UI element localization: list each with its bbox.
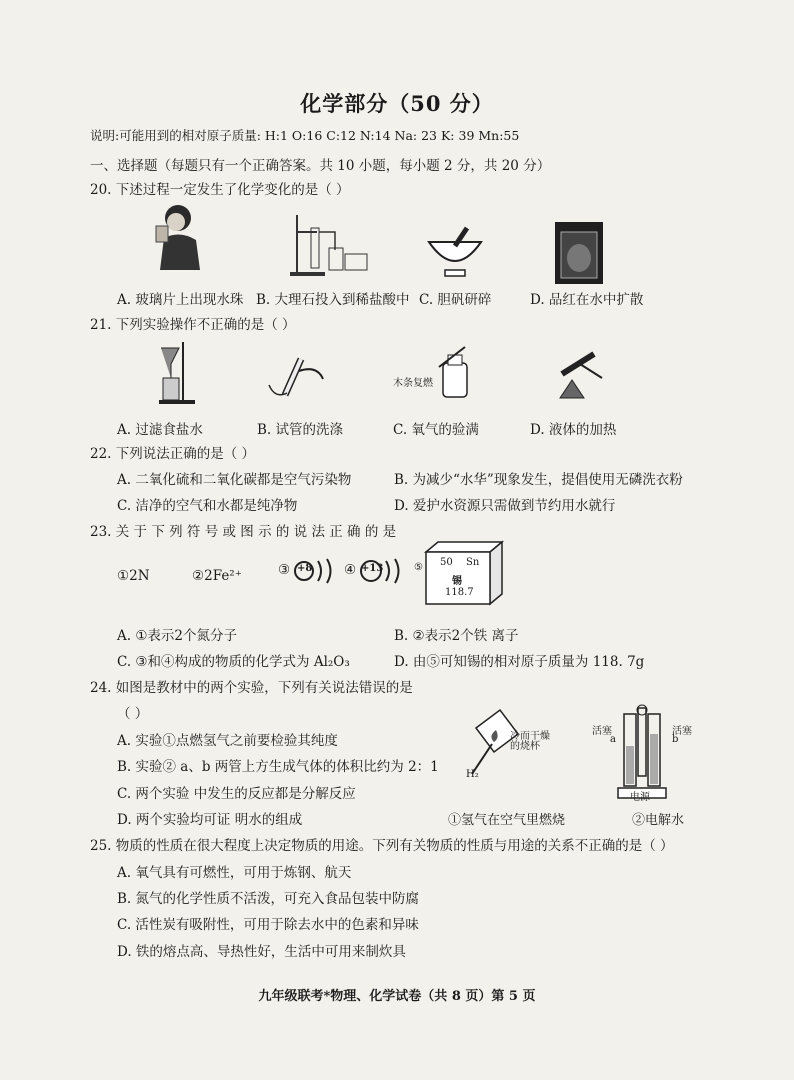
section-heading: 一、选择题（每题只有一个正确答案。共 10 小题，每小题 2 分，共 20 分） bbox=[90, 158, 551, 174]
q24-fig2-power: 电源 bbox=[630, 792, 650, 803]
marble-acid-apparatus-figure bbox=[285, 210, 375, 278]
q23-option-b: B. ②表示2个铁 离子 bbox=[394, 628, 519, 644]
q24-fig1-label: 冷而干燥的烧杯 bbox=[510, 731, 550, 752]
test-tube-washing-figure bbox=[265, 355, 325, 400]
q24-fig2-right-stopcock: 活塞 bbox=[672, 726, 692, 737]
q22-option-b: B. 为减少“水华”现象发生，提倡使用无磷洗衣粉 bbox=[394, 472, 683, 488]
q23-option-a: A. ①表示2个氮分子 bbox=[117, 628, 238, 644]
q22-option-d: D. 爱护水资源只需做到节约用水就行 bbox=[394, 498, 616, 514]
atomic-mass-note: 说明:可能用到的相对原子质量: H:1 O:16 C:12 N:14 Na: 23 K: 39 Mn:55 bbox=[90, 128, 520, 143]
element-number: 50 bbox=[440, 557, 453, 568]
q24-option-d: D. 两个实验均可证 明水的组成 bbox=[117, 812, 303, 828]
element-symbol: Sn bbox=[466, 557, 480, 568]
q23-symbol-5-label: ⑤ bbox=[414, 562, 423, 573]
q21-option-c: C. 氧气的验满 bbox=[393, 422, 479, 438]
q24-fig2-tube-b: b bbox=[672, 734, 679, 745]
filtration-figure bbox=[155, 338, 200, 406]
q25-option-b: B. 氮气的化学性质不活泼，可充入食品包装中防腐 bbox=[117, 891, 420, 907]
q22-option-c: C. 洁净的空气和水都是纯净物 bbox=[117, 498, 298, 514]
q24-answer-paren: （ ） bbox=[117, 706, 149, 722]
q23-option-c: C. ③和④构成的物质的化学式为 Al₂O₃ bbox=[117, 654, 350, 670]
q24-fig1-caption: ①氢气在空气里燃烧 bbox=[448, 813, 566, 828]
q20-option-c: C. 胆矾研碎 bbox=[419, 292, 492, 308]
q20-option-b: B. 大理石投入到稀盐酸中 bbox=[256, 292, 410, 308]
q24-option-b: B. 实验② a、b 两管上方生成气体的体积比约为 2：1 bbox=[117, 759, 439, 775]
element-name: 锡 bbox=[452, 576, 462, 587]
q21-stem: 21. 下列实验操作不正确的是（ ） bbox=[90, 317, 296, 333]
q20-option-d: D. 品红在水中扩散 bbox=[530, 292, 644, 308]
q24-option-a: A. 实验①点燃氢气之前要检验其纯度 bbox=[117, 733, 338, 749]
q20-option-a: A. 玻璃片上出现水珠 bbox=[117, 292, 244, 308]
q23-symbol-4-nucleus: +13 bbox=[361, 563, 384, 574]
page-title: 化学部分（50 分） bbox=[300, 91, 494, 116]
q24-stem: 24. 如图是教材中的两个实验，下列有关说法错误的是 bbox=[90, 680, 413, 696]
girl-breathing-on-glass-figure bbox=[150, 200, 210, 275]
q23-stem: 23. 关 于 下 列 符 号 或 图 示 的 说 法 正 确 的 是 bbox=[90, 524, 397, 540]
q23-symbol-3-label: ③ bbox=[278, 562, 291, 578]
q23-symbol-1: ①2N bbox=[117, 568, 150, 584]
q22-stem: 22. 下列说法正确的是（ ） bbox=[90, 446, 256, 462]
q23-symbol-3-nucleus: +8 bbox=[297, 563, 313, 574]
q20-stem: 20. 下述过程一定发生了化学变化的是（ ） bbox=[90, 182, 350, 198]
liquid-heating-figure bbox=[550, 348, 605, 403]
beaker-dye-diffusion-figure bbox=[555, 222, 603, 284]
q22-option-a: A. 二氧化硫和二氧化碳都是空气污染物 bbox=[117, 472, 352, 488]
oxygen-test-bottle-figure bbox=[435, 345, 475, 400]
mortar-pestle-figure bbox=[425, 228, 485, 278]
q24-fig2-caption: ②电解水 bbox=[632, 813, 685, 828]
q24-fig2-left-stopcock: 活塞 bbox=[592, 726, 612, 737]
q21-fig-label: 木条复燃 bbox=[393, 378, 433, 389]
q24-option-c: C. 两个实验 中发生的反应都是分解反应 bbox=[117, 786, 356, 802]
element-mass: 118.7 bbox=[445, 587, 474, 598]
q23-option-d: D. 由⑤可知锡的相对原子质量为 118. 7g bbox=[394, 654, 645, 670]
q25-option-c: C. 活性炭有吸附性，可用于除去水中的色素和异味 bbox=[117, 917, 419, 933]
q25-option-a: A. 氧气具有可燃性，可用于炼钢、航天 bbox=[117, 865, 352, 881]
q24-fig1-gas: H₂ bbox=[466, 769, 479, 780]
q24-fig2-tube-a: a bbox=[610, 734, 616, 745]
q21-option-b: B. 试管的洗涤 bbox=[257, 422, 344, 438]
q21-option-d: D. 液体的加热 bbox=[530, 422, 617, 438]
q25-stem: 25. 物质的性质在很大程度上决定物质的用途。下列有关物质的性质与用途的关系不正确的是（ ） bbox=[90, 838, 674, 854]
q25-option-d: D. 铁的熔点高、导热性好，生活中可用来制炊具 bbox=[117, 944, 406, 960]
q23-symbol-2: ②2Fe²⁺ bbox=[192, 568, 242, 584]
q23-symbol-4-label: ④ bbox=[344, 562, 357, 578]
page-footer: 九年级联考*物理、化学试卷（共 8 页）第 5 页 bbox=[258, 989, 536, 1004]
q21-option-a: A. 过滤食盐水 bbox=[117, 422, 203, 438]
